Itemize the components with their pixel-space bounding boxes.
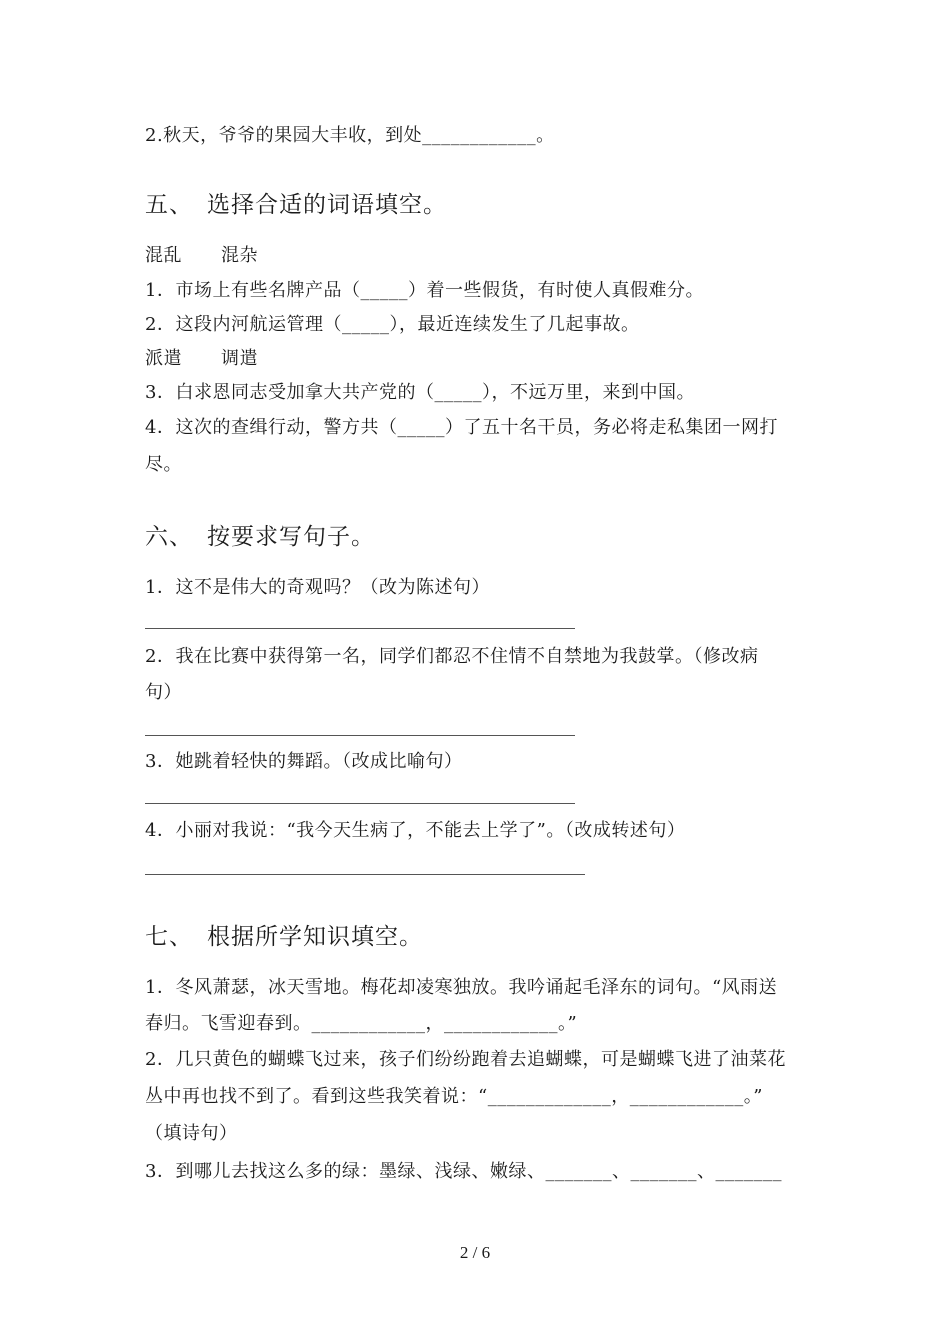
s5-word-group-2 <box>145 347 258 371</box>
s6-question-1: 1．这不是伟大的奇观吗？（改为陈述句） <box>145 577 490 598</box>
section-7-number: 七、 <box>145 924 193 950</box>
page-number: 2 / 6 <box>459 1243 491 1262</box>
section-6-number: 六、 <box>145 524 193 550</box>
s5-question-4: 4．这次的查缉行动，警方共（_____）了五十名干员，务必将走私集团一网打 <box>145 417 778 438</box>
s7-question-1-cont: 春归。飞雪迎春到。____________，____________。” <box>145 1013 578 1034</box>
answer-line[interactable] <box>145 803 575 804</box>
word-option: 调遣 <box>221 348 258 369</box>
word-option: 派遣 <box>145 348 182 369</box>
s5-question-4-cont: 尽。 <box>145 454 182 475</box>
s7-question-3: 3．到哪儿去找这么多的绿：墨绿、浅绿、嫩绿、_______、_______、_______ <box>145 1161 782 1182</box>
section-5-number: 五、 <box>145 192 193 218</box>
s7-question-2-cont: 丛中再也找不到了。看到这些我笑着说：“_____________，____________。” <box>145 1086 763 1107</box>
section-5-heading <box>145 190 447 220</box>
s6-question-2-cont: 句） <box>145 682 182 703</box>
s5-word-group-1 <box>145 244 258 268</box>
s6-question-3: 3．她跳着轻快的舞蹈。（改成比喻句） <box>145 751 463 772</box>
section-6-heading <box>145 522 375 552</box>
s4-item-2: 2.秋天，爷爷的果园大丰收，到处____________。 <box>145 125 555 146</box>
answer-line[interactable] <box>145 735 575 736</box>
s7-question-1: 1．冬风萧瑟，冰天雪地。梅花却凌寒独放。我吟诵起毛泽东的词句。“风雨送 <box>145 977 778 998</box>
answer-line[interactable] <box>145 628 575 629</box>
section-7-heading <box>145 922 423 952</box>
answer-line[interactable] <box>145 874 585 875</box>
section-7-title: 根据所学知识填空。 <box>207 924 423 950</box>
section-6-title: 按要求写句子。 <box>207 524 375 550</box>
s5-question-3: 3．白求恩同志受加拿大共产党的（_____），不远万里，来到中国。 <box>145 382 695 403</box>
s6-question-4: 4．小丽对我说：“我今天生病了，不能去上学了”。（改成转述句） <box>145 820 686 841</box>
section-5-title: 选择合适的词语填空。 <box>207 192 447 218</box>
s5-question-2: 2．这段内河航运管理（_____），最近连续发生了几起事故。 <box>145 314 640 335</box>
s6-question-2: 2．我在比赛中获得第一名，同学们都忍不住情不自禁地为我鼓掌。（修改病 <box>145 646 759 667</box>
word-option: 混杂 <box>221 245 258 266</box>
word-option: 混乱 <box>145 245 182 266</box>
s7-question-2-hint: （填诗句） <box>145 1123 238 1144</box>
s7-question-2: 2．几只黄色的蝴蝶飞过来，孩子们纷纷跑着去追蝴蝶，可是蝴蝶飞进了油菜花 <box>145 1049 786 1070</box>
s5-question-1: 1．市场上有些名牌产品（_____）着一些假货，有时使人真假难分。 <box>145 280 704 301</box>
